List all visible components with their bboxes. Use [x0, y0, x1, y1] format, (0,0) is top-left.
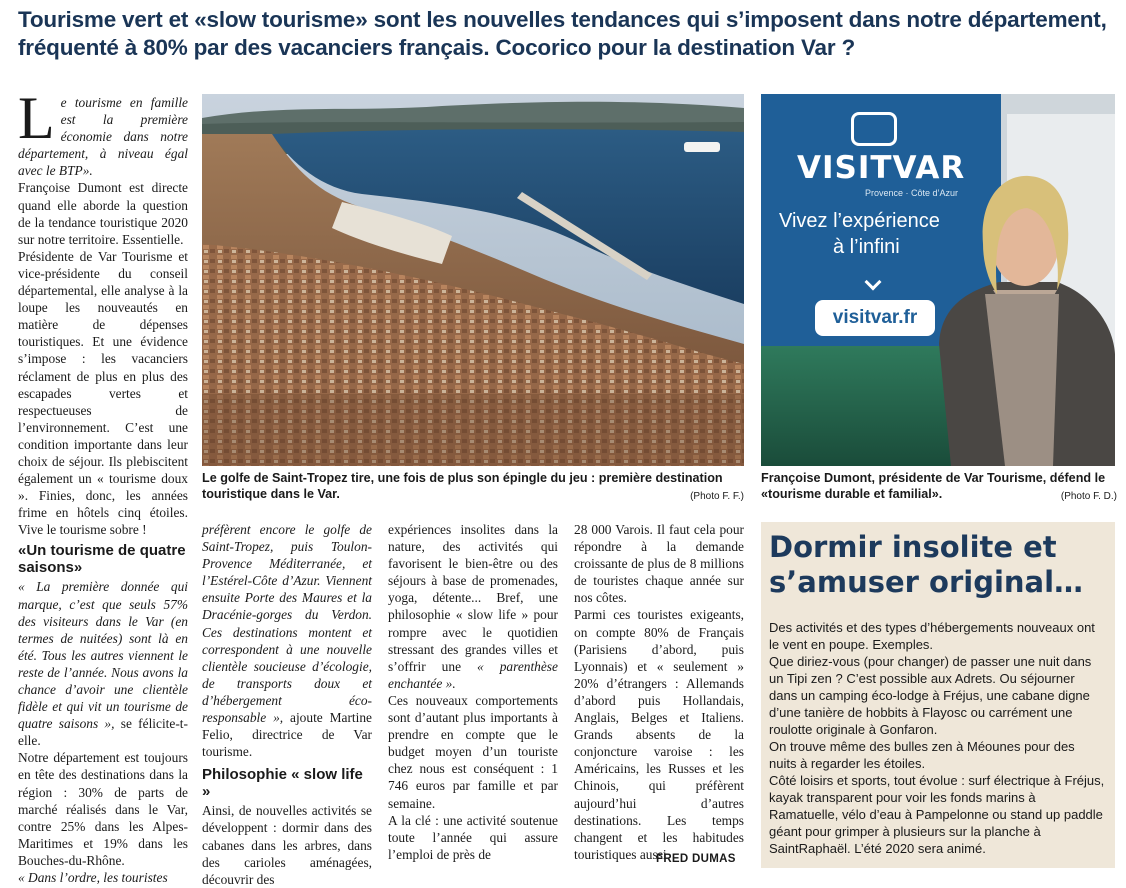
photo-caption-saint-tropez [202, 470, 744, 505]
article-headline: Tourisme vert et «slow tourisme» sont les nouvelles tendances qui s’imposent dans notre département, fréquenté à 80% par des vacanciers français. Cocorico pour la destination Var ? [18, 7, 1107, 60]
paragraph: A la clé : une activité soutenue toute l’année qui assure l’emploi de près de [388, 812, 558, 862]
banner-slogan-1: Vivez l’expérience [779, 210, 940, 232]
portrait-figure [761, 94, 1115, 466]
quote-text: « La première donnée qui marque, c’est que seuls 57% des visiteurs dans le Var (en termes de nuitées) sont là en été. Tous les autres viennent le reste de l’année. Nous avons la chance d’avoir une clientèle fidèle et qui vit un tourisme de quatre saisons », [18, 579, 188, 732]
box-paragraph: Que diriez-vous (pour changer) de passer une nuit dans un Tipi zen ? C’est possible aux Adrets. Ou séjourner dans un camping éco-lodge à Fréjus, une cabane digne d’une tanière de hobbits à Flayosc ou carrément une roulotte originale à Gonfaron. [769, 654, 1092, 737]
paragraph: Parmi ces touristes exigeants, on compte 80% de Français (Parisiens d’abord, puis Lyonnais) et « seulement » 20% d’étrangers : Allemands d’abord puis Hollandais, Anglais, Belges et Italiens. Grands absents de la conjoncture varoise : les Américains, les Russes et les Chinois, qui préfèrent aujourd’hui d’autres destinations. Les temps changent et les habitudes touristiques aussi. [574, 607, 744, 862]
aerial-harbor-image [202, 94, 744, 466]
quote-attribution: ajoute Martine Felio, directrice de Var tourisme. [202, 710, 372, 760]
quote-paragraph [18, 578, 188, 749]
box-paragraph: Des activités et des types d’hébergements nouveaux ont le vent en poupe. Exemples. [769, 620, 1095, 652]
caption-text: Françoise Dumont, présidente de Var Tourisme, défend le «tourisme durable et familial». [761, 471, 1106, 501]
sidebar-box [761, 522, 1115, 868]
photo-caption-dumont [761, 470, 1117, 505]
banner-slogan-2: à l’infini [833, 236, 900, 258]
banner-region: Provence · Côte d’Azur [865, 188, 959, 198]
photo-credit: (Photo F. F.) [690, 491, 744, 502]
paragraph: 28 000 Varois. Il faut cela pour répondre à la demande croissante de plus de 8 millions de touristes chaque année sur nos côtes. [574, 522, 744, 606]
quote-paragraph [202, 521, 372, 760]
intro-quote: e tourisme en famille est la première économie dans notre département, à niveau égal avec le BTP». [18, 95, 188, 179]
author-signature: FRED DUMAS [656, 853, 736, 865]
box-body [769, 619, 1105, 857]
box-paragraph: Côté loisirs et sports, tout évolue : surf électrique à Fréjus, kayak transparent pour voir les fonds marins à Ramatuelle, vélo d’eau à Pampelonne ou stand up paddle géant pour grimper à plusieurs sur la planche à SaintRaphaël. L’été 2020 sera animé. [769, 773, 1105, 856]
paragraph: Notre département est toujours en tête des destinations dans la région : 30% de parts de marché réalisés dans le Var, contre 25% dans les Alpes-Maritimes et 19% dans les Bouches-du-Rhône. [18, 750, 188, 868]
box-paragraph: On trouve même des bulles zen à Méounes pour des nuits à regarder les étoiles. [769, 739, 1075, 771]
paragraph-quote: « parenthèse enchantée ». [388, 658, 558, 691]
intro-paragraph [18, 85, 188, 179]
paragraph-text: expériences insolites dans la nature, des activités qui favorisent le bien-être ou des séjours à base de promenades, yoga, détente... Bref, une philosophie « slow life » pour rompre avec le quotidien stressant des grandes villes et s’offrir une [388, 522, 558, 674]
paragraph: Ces nouveaux comportements sont d’autant plus importants à prendre en compte que le budget moyen d’un touriste chez nous est conséquent : 1 746 euros par famille et par semaine. [388, 692, 558, 811]
paragraph: Présidente de Var Tourisme et vice-présidente du conseil départemental, elle analyse à la loupe les nouveautés en matière de dépenses touristiques. Et une évidence s’impose : les vacanciers réclament de plus en plus des escapades vertes et respectueuses de l’environnement. C’est une condition importante dans leur choix de séjour. Ils plebiscitent également un « tourisme doux ». Finies, donc, les années frime en hôtels cinq étoiles. Vive le tourisme sobre ! [18, 248, 188, 538]
column-4 [574, 521, 744, 863]
subheading-slow-life: Philosophie « slow life » [202, 766, 363, 801]
francoise-dumont-photo [761, 94, 1115, 466]
banner-url: visitvar.fr [832, 307, 918, 328]
paragraph [388, 521, 558, 692]
quote-attribution: se félicite-t-elle. [18, 716, 188, 749]
subheading-quatre-saisons: «Un tourisme de quatre saisons» [18, 542, 186, 577]
column-3 [388, 521, 558, 863]
saint-tropez-photo [202, 94, 744, 466]
quote-text: préfèrent encore le golfe de Saint-Tropez, puis Toulon-Provence Méditerranée, et l’Estérel-Côte d’Azur. Viennent ensuite Porte des Maures et la Dracénie-gorges du Verdon. Ces destinations montent et correspondent à une nouvelle clientèle soucieuse d’écologie, de transports doux et d’hébergement éco-responsable », [202, 522, 372, 726]
banner-brand: VISITVAR [797, 150, 966, 186]
paragraph: Françoise Dumont est directe quand elle aborde la question de la tendance touristique 2020 sur notre territoire. Essentielle. [18, 180, 188, 247]
paragraph: Ainsi, de nouvelles activités se développent : dormir dans des cabanes dans les arbres, dans des carioles aménagées, découvrir des [202, 803, 372, 887]
column-1 [18, 85, 188, 886]
caption-text: Le golfe de Saint-Tropez tire, une fois de plus son épingle du jeu : première destination touristique dans le Var. [202, 471, 723, 501]
photo-credit: (Photo F. D.) [1060, 491, 1117, 502]
box-title: Dormir insolite et s’amuser original… [769, 530, 1084, 599]
column-2 [202, 521, 372, 888]
drop-cap: L [18, 85, 55, 151]
paragraph-continued: « Dans l’ordre, les touristes [18, 870, 168, 886]
